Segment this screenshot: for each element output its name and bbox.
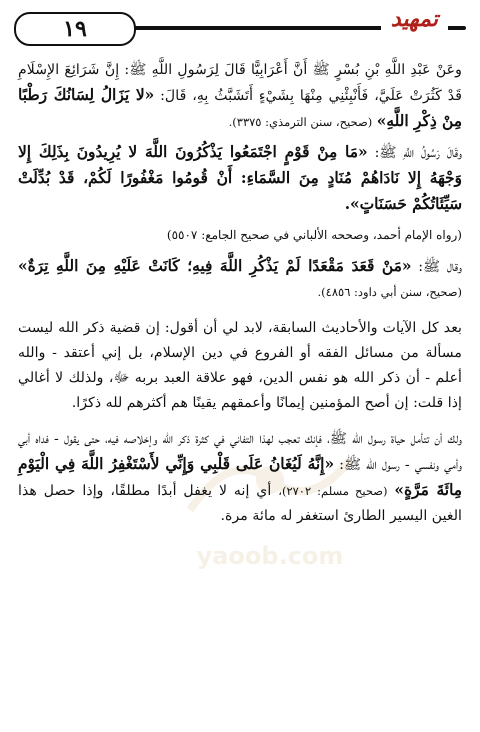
page-header [14, 8, 466, 48]
paragraph-2 [18, 140, 462, 218]
hadith-quote: «لا يَزَالُ لِسَانُكَ رَطْبًا مِنْ ذِكْرِ اللَّهِ» [18, 86, 462, 130]
page-number: ١٩ [14, 12, 136, 46]
paragraph-text: وقال ﷺ: [418, 259, 462, 275]
paragraph-text: بعد كل الآيات والأحاديث السابقة، لابد لي أن أقول: إن قضية ذكر الله ليست مسألة من مسائل الفقه أو الفروع في دين الإسلام، بل إني أعتقد - والله أعلم - أن ذكر الله هو نفس الدين، فهو علاقة العبد بربه ﷻ، ولذلك لا أغالي إذا قلت: إن أصح المؤمنين إيمانًا وأعمقهم يقينًا هم أكثرهم لله ذكرًا. [18, 320, 462, 411]
paragraph-3 [18, 254, 462, 305]
paragraph-text: وقَالَ رَسُولُ اللَّهِ ﷺ: [374, 145, 462, 161]
chapter-title: تمهيد [381, 6, 448, 32]
hadith-source: (صحيح مسلم: ٢٧٠٢)، [278, 484, 388, 498]
hadith-source: (صحيح، سنن الترمذي: ٣٣٧٥). [228, 115, 373, 129]
watermark-text: yaoob.com [196, 542, 344, 570]
paragraph-text: ولك أن تتأمل حياة رسول الله ﷺ، فإنك تعجب لهذا التفاني في كثرة ذكر الله وإخلاصه فيه، حتى يقول - فداه أبي وأمي ونفسي - رسول الله ﷺ: [18, 431, 462, 473]
paragraph-text: وعَنْ عَبْدِ اللَّهِ بْنِ بُسْرٍ ﷺ أَنَّ أَعْرَابِيًّا قَالَ لِرَسُولِ اللَّهِ ﷺ: إِنَّ شَرَائِعَ الإِسْلَامِ قَدْ كَثُرَتْ عَلَيَّ، فَأَنْبِئْنِي مِنْهَا بِشَيْءٍ أَتَشَبَّثُ بِهِ، قَالَ: [18, 62, 462, 104]
hadith-quote: «مَنْ قَعَدَ مَقْعَدًا لَمْ يَذْكُرِ اللَّهَ فِيهِ؛ كَانَتْ عَلَيْهِ مِنَ اللَّهِ تِرَةٌ» [18, 257, 412, 275]
hadith-reference: (رواه الإمام أحمد، وصححه الألباني في صحيح الجامع: ٥٥٠٧) [166, 228, 462, 242]
paragraph-tail: أي إنه لا يغفل أبدًا مطلقًا، وإذا حصل هذا الغين اليسير الطارئ استغفر له مائة مرة. [18, 483, 462, 524]
hadith-source: (صحيح، سنن أبي داود: ٤٨٥٦). [317, 285, 462, 299]
paragraph-1 [18, 58, 462, 135]
page-body [18, 58, 462, 534]
paragraph-4 [18, 316, 462, 416]
paragraph-5 [18, 427, 462, 529]
hadith-quote: «إِنَّهُ لَيُغَانُ عَلَى قَلْبِي وَإِنِّي لأَسْتَغْفِرُ اللَّهَ فِي الْيَوْمِ مِائَةَ مَرَّةٍ» [18, 455, 462, 499]
hadith-quote: «مَا مِنْ قَوْمٍ اجْتَمَعُوا يَذْكُرُونَ اللَّهَ لا يُرِيدُونَ بِذَلِكَ إِلا وَجْهَهُ إِلا نَادَاهُمْ مُنَادٍ مِنَ السَّمَاءِ: أَنْ قُومُوا مَغْفُورًا لَكُمْ، قَدْ بُدِّلَتْ سَيِّئَاتُكُمْ حَسَنَاتٍ». [18, 143, 462, 213]
